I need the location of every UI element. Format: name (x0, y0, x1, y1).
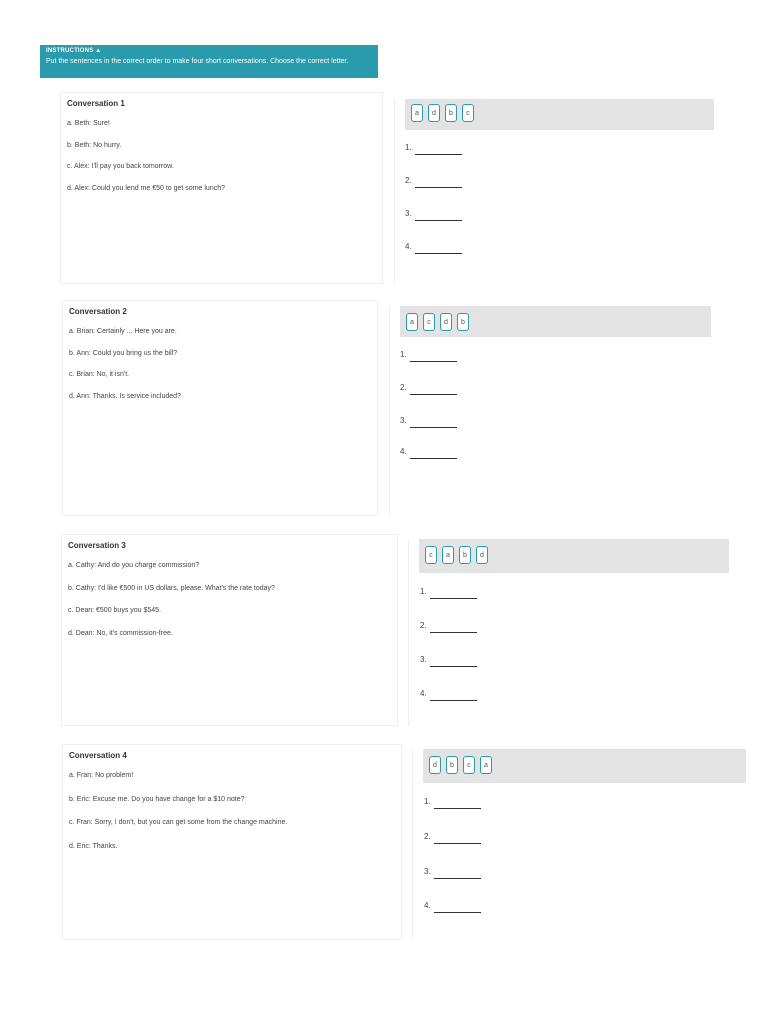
answer-panel (389, 306, 711, 516)
answer-slot-2[interactable] (424, 832, 481, 844)
answer-tile[interactable]: a (442, 546, 454, 564)
sentence-b: b. Cathy: I'd like €500 in US dollars, please. What's the rate today? (68, 584, 275, 592)
sentence-a: a. Beth: Sure! (67, 120, 110, 127)
slot-number: 4. (424, 901, 431, 910)
answer-tile[interactable]: d (440, 313, 452, 331)
answer-tiles (429, 756, 492, 774)
slot-number: 4. (400, 447, 407, 456)
sentence-a: a. Fran: No problem! (69, 772, 134, 779)
slot-number: 3. (400, 416, 407, 425)
slot-number: 2. (405, 176, 412, 185)
slot-number: 1. (424, 797, 431, 806)
sentence-b: b. Eric: Excuse me. Do you have change for a $10 note? (69, 795, 245, 803)
blank-line[interactable] (410, 447, 457, 459)
instructions-title[interactable]: INSTRUCTIONS ▲ (46, 48, 102, 54)
slot-number: 1. (405, 143, 412, 152)
answer-panel (408, 539, 729, 726)
answer-slot-1[interactable] (420, 587, 477, 599)
conversation-sentences-panel (62, 744, 402, 940)
answer-tile[interactable]: d (428, 104, 440, 122)
slot-number: 2. (424, 832, 431, 841)
blank-line[interactable] (410, 416, 457, 428)
conversation-sentences-panel (62, 300, 378, 516)
answer-slot-1[interactable] (405, 143, 462, 155)
sentence-d: d. Alex: Could you lend me €50 to get some lunch? (67, 184, 225, 192)
answer-slot-3[interactable] (420, 655, 477, 667)
sentence-c: c. Brian: No, it isn't. (69, 371, 130, 378)
answer-slot-1[interactable] (400, 350, 457, 362)
slot-number: 1. (400, 350, 407, 359)
blank-line[interactable] (415, 176, 462, 188)
blank-line[interactable] (430, 587, 477, 599)
answer-tile[interactable]: d (429, 756, 441, 774)
sentence-a: a. Brian: Certainly ... Here you are. (69, 328, 177, 335)
blank-line[interactable] (415, 143, 462, 155)
slot-number: 1. (420, 587, 427, 596)
slot-number: 4. (405, 242, 412, 251)
answer-tile[interactable]: d (476, 546, 488, 564)
answer-tile[interactable]: b (459, 546, 471, 564)
answer-slot-3[interactable] (405, 209, 462, 221)
answer-slot-4[interactable] (400, 447, 457, 459)
sentence-d: d. Ann: Thanks. Is service included? (69, 392, 181, 400)
answer-tile[interactable]: c (462, 104, 474, 122)
blank-line[interactable] (434, 867, 481, 879)
answer-tile[interactable]: c (425, 546, 437, 564)
sentence-c: c. Dean: €500 buys you $545. (68, 607, 162, 614)
answer-slot-2[interactable] (420, 621, 477, 633)
blank-line[interactable] (410, 350, 457, 362)
answer-slot-4[interactable] (424, 901, 481, 913)
answer-slot-3[interactable] (400, 416, 457, 428)
answer-slot-3[interactable] (424, 867, 481, 879)
slot-number: 2. (420, 621, 427, 630)
answer-tiles (411, 104, 474, 122)
blank-line[interactable] (434, 901, 481, 913)
slot-number: 3. (405, 209, 412, 218)
answer-tile[interactable]: a (406, 313, 418, 331)
conversation-sentences-panel (60, 92, 383, 284)
blank-line[interactable] (430, 621, 477, 633)
answer-tile[interactable]: b (457, 313, 469, 331)
answer-tile[interactable]: c (423, 313, 435, 331)
answer-tile-bar (400, 306, 711, 337)
answer-tiles (406, 313, 469, 331)
conversation-sentences-panel (61, 534, 398, 726)
instructions-banner (40, 45, 378, 78)
blank-line[interactable] (410, 383, 457, 395)
answer-tile-bar (405, 99, 714, 130)
blank-line[interactable] (415, 209, 462, 221)
answer-slot-1[interactable] (424, 797, 481, 809)
conversation-title: Conversation 4 (69, 751, 127, 760)
slot-number: 3. (420, 655, 427, 664)
slot-number: 2. (400, 383, 407, 392)
slot-number: 4. (420, 689, 427, 698)
answer-slot-2[interactable] (400, 383, 457, 395)
answer-tile[interactable]: b (446, 756, 458, 774)
answer-slot-4[interactable] (405, 242, 462, 254)
answer-slot-2[interactable] (405, 176, 462, 188)
answer-tile-bar (423, 749, 746, 783)
answer-tile[interactable]: a (480, 756, 492, 774)
sentence-d: d. Dean: No, it's commission-free. (68, 629, 173, 637)
answer-tile[interactable]: c (463, 756, 475, 774)
answer-panel (412, 749, 746, 940)
sentence-d: d. Eric: Thanks. (69, 842, 118, 850)
blank-line[interactable] (430, 689, 477, 701)
blank-line[interactable] (430, 655, 477, 667)
conversation-title: Conversation 2 (69, 307, 127, 316)
blank-line[interactable] (415, 242, 462, 254)
instructions-text: Put the sentences in the correct order to make four short conversations. Choose the correct letter. (46, 58, 349, 65)
answer-slot-4[interactable] (420, 689, 477, 701)
blank-line[interactable] (434, 832, 481, 844)
answer-tiles (425, 546, 488, 564)
answer-panel (394, 99, 714, 284)
conversation-title: Conversation 1 (67, 99, 125, 108)
conversation-title: Conversation 3 (68, 541, 126, 550)
sentence-a: a. Cathy: And do you charge commission? (68, 562, 200, 569)
slot-number: 3. (424, 867, 431, 876)
sentence-b: b. Ann: Could you bring us the bill? (69, 349, 178, 357)
answer-tile[interactable]: a (411, 104, 423, 122)
sentence-c: c. Alex: I'll pay you back tomorrow. (67, 163, 174, 170)
answer-tile-bar (419, 539, 729, 573)
sentence-b: b. Beth: No hurry. (67, 141, 122, 149)
blank-line[interactable] (434, 797, 481, 809)
answer-tile[interactable]: b (445, 104, 457, 122)
sentence-c: c. Fran: Sorry, I don't, but you can get some from the change machine. (69, 819, 288, 826)
